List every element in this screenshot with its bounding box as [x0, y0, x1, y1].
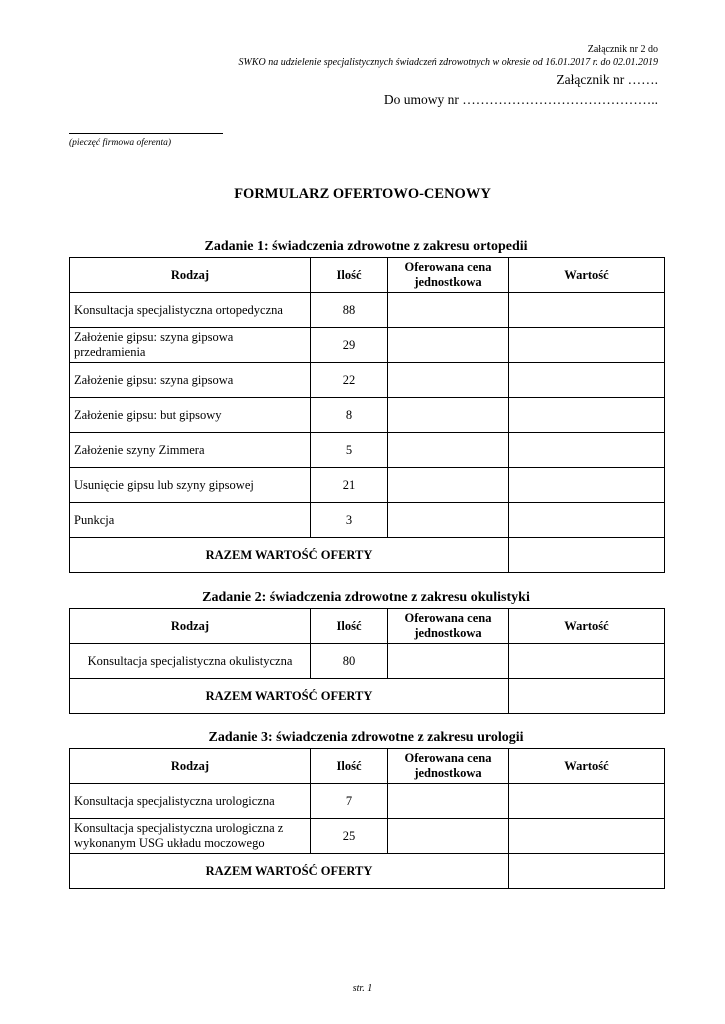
task-1-table — [69, 257, 665, 573]
total-label: RAZEM WARTOŚĆ OFERTY — [70, 679, 509, 714]
col-header-value: Wartość — [509, 609, 665, 644]
unit-price-cell[interactable] — [388, 363, 509, 398]
unit-price-cell[interactable] — [388, 398, 509, 433]
task-1-title: Zadanie 1: świadczenia zdrowotne z zakresu ortopedii — [204, 239, 528, 254]
value-cell[interactable] — [509, 644, 665, 679]
col-header-name: Rodzaj — [70, 749, 311, 784]
stamp-signature-line — [69, 133, 223, 134]
row-name: Konsultacja specjalistyczna ortopedyczna — [70, 293, 311, 328]
row-name: Punkcja — [70, 503, 311, 538]
value-cell[interactable] — [509, 819, 665, 854]
row-qty: 21 — [311, 468, 388, 503]
value-cell[interactable] — [509, 784, 665, 819]
task-2-table — [69, 608, 665, 714]
table-row — [70, 328, 665, 363]
table-header-row — [70, 258, 665, 293]
unit-price-cell[interactable] — [388, 503, 509, 538]
task-3-table — [69, 748, 665, 889]
total-value-cell[interactable] — [509, 679, 665, 714]
value-cell[interactable] — [509, 468, 665, 503]
total-value-cell[interactable] — [509, 538, 665, 573]
col-header-price: Oferowana cena jednostkowa — [388, 749, 509, 784]
row-name: Założenie gipsu: but gipsowy — [70, 398, 311, 433]
attachment-number-line: Załącznik nr ……. — [556, 72, 658, 87]
document-title: FORMULARZ OFERTOWO-CENOWY — [234, 186, 491, 202]
unit-price-cell[interactable] — [388, 328, 509, 363]
row-name: Konsultacja specjalistyczna okulistyczna — [70, 644, 311, 679]
task-3-title: Zadanie 3: świadczenia zdrowotne z zakresu urologii — [208, 730, 524, 745]
unit-price-cell[interactable] — [388, 819, 509, 854]
col-header-price: Oferowana cena jednostkowa — [388, 258, 509, 293]
table-row — [70, 468, 665, 503]
table-row — [70, 398, 665, 433]
total-label: RAZEM WARTOŚĆ OFERTY — [70, 854, 509, 889]
value-cell[interactable] — [509, 293, 665, 328]
unit-price-cell[interactable] — [388, 468, 509, 503]
row-name: Konsultacja specjalistyczna urologiczna z wykonanym USG układu moczowego — [70, 819, 311, 854]
total-label: RAZEM WARTOŚĆ OFERTY — [70, 538, 509, 573]
table-header-row — [70, 609, 665, 644]
unit-price-cell[interactable] — [388, 784, 509, 819]
row-qty: 5 — [311, 433, 388, 468]
unit-price-cell[interactable] — [388, 433, 509, 468]
value-cell[interactable] — [509, 363, 665, 398]
col-header-price: Oferowana cena jednostkowa — [388, 609, 509, 644]
table-row — [70, 363, 665, 398]
col-header-value: Wartość — [509, 749, 665, 784]
stamp-label: (pieczęć firmowa oferenta) — [69, 138, 172, 148]
row-qty: 22 — [311, 363, 388, 398]
value-cell[interactable] — [509, 433, 665, 468]
total-value-cell[interactable] — [509, 854, 665, 889]
col-header-value: Wartość — [509, 258, 665, 293]
table-header-row — [70, 749, 665, 784]
unit-price-cell[interactable] — [388, 644, 509, 679]
col-header-qty: Ilość — [311, 609, 388, 644]
col-header-name: Rodzaj — [70, 609, 311, 644]
row-name: Założenie szyny Zimmera — [70, 433, 311, 468]
total-row — [70, 538, 665, 573]
col-header-name: Rodzaj — [70, 258, 311, 293]
swko-reference: SWKO na udzielenie specjalistycznych świadczeń zdrowotnych w okresie od 16.01.2017 r. do 02.01.2019 — [238, 57, 658, 68]
row-qty: 3 — [311, 503, 388, 538]
row-qty: 7 — [311, 784, 388, 819]
row-qty: 8 — [311, 398, 388, 433]
page-number: str. 1 — [352, 983, 373, 994]
unit-price-cell[interactable] — [388, 293, 509, 328]
row-name: Konsultacja specjalistyczna urologiczna — [70, 784, 311, 819]
attachment-label: Załącznik nr 2 do — [587, 44, 658, 55]
table-row — [70, 293, 665, 328]
row-qty: 29 — [311, 328, 388, 363]
total-row — [70, 854, 665, 889]
table-row — [70, 433, 665, 468]
table-row — [70, 819, 665, 854]
contract-number-line: Do umowy nr …………………………………….. — [383, 92, 658, 107]
row-qty: 88 — [311, 293, 388, 328]
task-2-title: Zadanie 2: świadczenia zdrowotne z zakresu okulistyki — [202, 590, 530, 605]
value-cell[interactable] — [509, 328, 665, 363]
value-cell[interactable] — [509, 503, 665, 538]
table-row — [70, 644, 665, 679]
value-cell[interactable] — [509, 398, 665, 433]
row-name: Usunięcie gipsu lub szyny gipsowej — [70, 468, 311, 503]
total-row — [70, 679, 665, 714]
table-row — [70, 784, 665, 819]
row-name: Założenie gipsu: szyna gipsowa — [70, 363, 311, 398]
row-qty: 25 — [311, 819, 388, 854]
table-row — [70, 503, 665, 538]
col-header-qty: Ilość — [311, 749, 388, 784]
row-name: Założenie gipsu: szyna gipsowa przedramienia — [70, 328, 311, 363]
col-header-qty: Ilość — [311, 258, 388, 293]
row-qty: 80 — [311, 644, 388, 679]
